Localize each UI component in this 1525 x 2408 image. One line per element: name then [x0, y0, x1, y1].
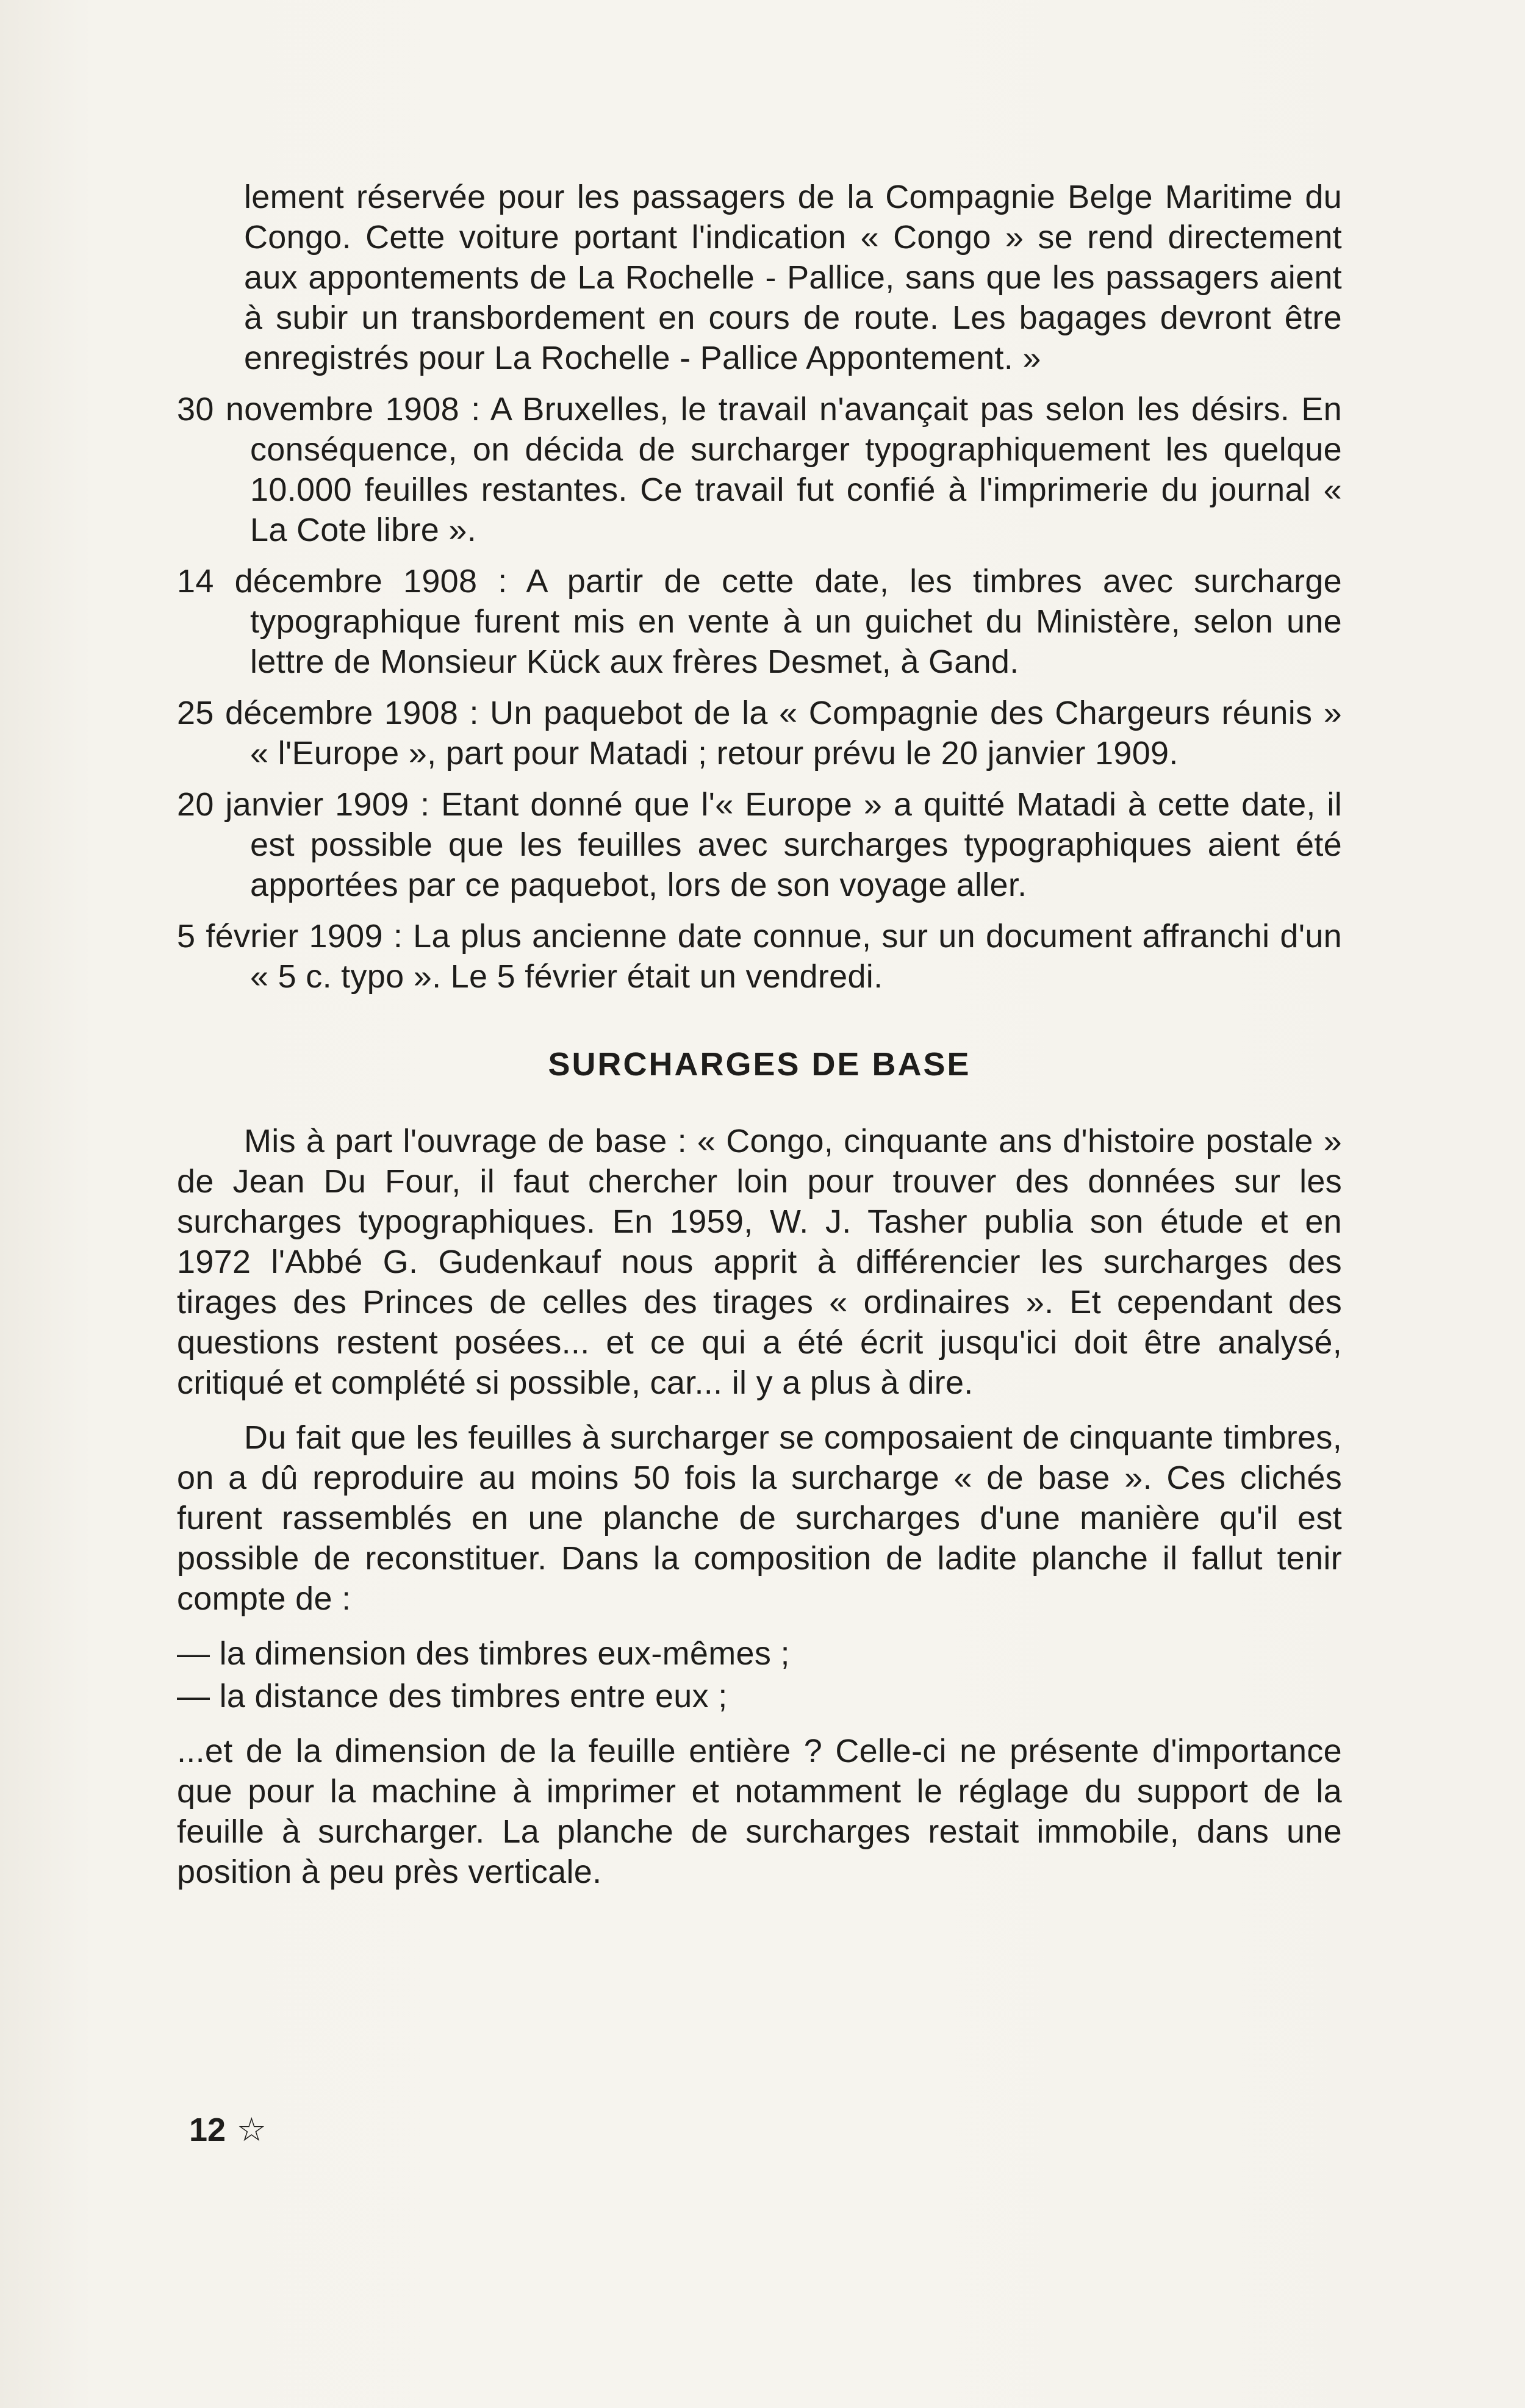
- body-paragraph: ...et de la dimension de la feuille entière ? Celle-ci ne présente d'importance que pour la machine à imprimer et notamment le réglage du support de la feuille à surcharger. La planche de surcharges restait immobile, dans une position à peu près verticale.: [177, 1733, 1342, 1890]
- chronology-entry: 25 décembre 1908 : Un paquebot de la « Compagnie des Chargeurs réunis » « l'Europe », part pour Matadi ; retour prévu le 20 janvier 1909.: [177, 695, 1342, 772]
- body-paragraph: Mis à part l'ouvrage de base : « Congo, cinquante ans d'histoire postale » de Jean Du Four, il faut chercher loin pour trouver des données sur les surcharges typographiques. En 1959, W. J. Tasher publia son étude et en 1972 l'Abbé G. Gudenkauf nous apprit à différencier les surcharges des tirages des Princes de celles des tirages « ordinaires ». Et cependant des questions restent posées... et ce qui a été écrit jusqu'ici doit être analysé, critiqué et complété si possible, car... il y a plus à dire.: [177, 1123, 1342, 1401]
- page-footer: [189, 2110, 267, 2149]
- chronology-entry: 14 décembre 1908 : A partir de cette date, les timbres avec surcharge typographique furent mis en vente à un guichet du Ministère, selon une lettre de Monsieur Kück aux frères Desmet, à Gand.: [177, 563, 1342, 680]
- chronology-entry: 30 novembre 1908 : A Bruxelles, le travail n'avançait pas selon les désirs. En conséquence, on décida de surcharger typographiquement les quelque 10.000 feuilles restantes. Ce travail fut confié à l'imprimerie du journal « La Cote libre ».: [177, 391, 1342, 548]
- continuation-paragraph: lement réservée pour les passagers de la Compagnie Belge Maritime du Congo. Cette voiture portant l'indication « Congo » se rend directement aux appontements de La Rochelle - Pallice, sans que les passagers aient à subir un transbordement en cours de route. Les bagages devront être enregistrés pour La Rochelle - Pallice Appontement. »: [244, 179, 1342, 376]
- document-body: [177, 177, 1342, 1907]
- dash-item: — la distance des timbres entre eux ;: [177, 1678, 728, 1715]
- chronology-entry: 5 février 1909 : La plus ancienne date connue, sur un document affranchi d'un « 5 c. typo ». Le 5 février était un vendredi.: [177, 918, 1342, 995]
- star-icon: ☆: [237, 2112, 267, 2148]
- body-paragraph: Du fait que les feuilles à surcharger se composaient de cinquante timbres, on a dû reproduire au moins 50 fois la surcharge « de base ». Ces clichés furent rassemblés en une planche de surcharges d'une manière qu'il est possible de reconstituer. Dans la composition de ladite planche il fallut tenir compte de :: [177, 1419, 1342, 1617]
- dash-item: — la dimension des timbres eux-mêmes ;: [177, 1635, 790, 1672]
- page-number: 12: [189, 2112, 226, 2148]
- section-heading: SURCHARGES DE BASE: [548, 1046, 971, 1083]
- chronology-entry: 20 janvier 1909 : Etant donné que l'« Europe » a quitté Matadi à cette date, il est possible que les feuilles avec surcharges typographiques aient été apportées par ce paquebot, lors de son voyage aller.: [177, 786, 1342, 903]
